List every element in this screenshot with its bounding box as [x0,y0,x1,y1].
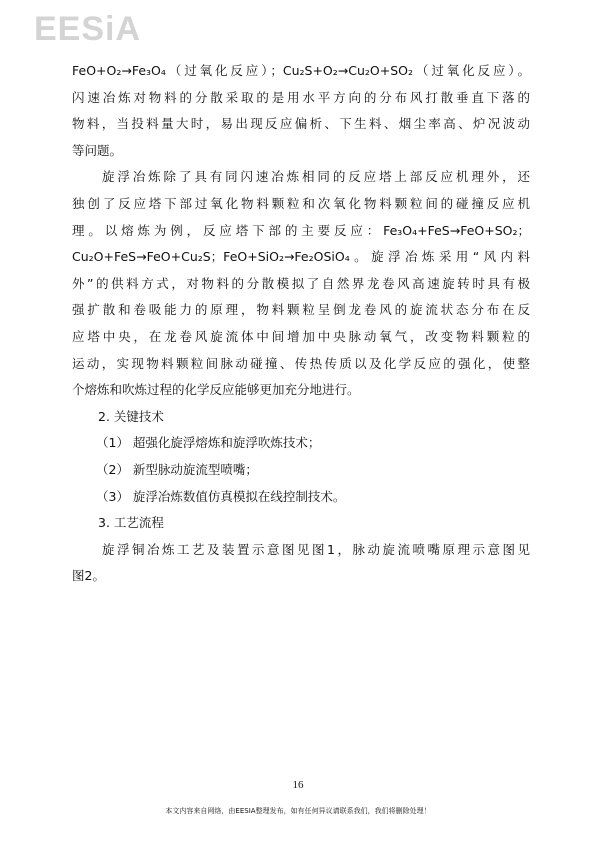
text-line: 个熔炼和吹炼过程的化学反应能够更加充分地进行。 [72,382,360,398]
text-line: 图2。 [72,568,105,584]
paragraph-first-line: 旋浮铜冶炼工艺及装置示意图见图1，脉动旋流喷嘴原理示意图见 [102,541,530,557]
section-heading: 2. 关键技术 [98,408,164,424]
text-line: 理。以熔炼为例，反应塔下部的主要反应：Fe₃O₄+FeS→FeO+SO₂； [72,222,530,238]
document-body [72,58,530,590]
text-line: 运动，实现物料颗粒间脉动碰撞、传热传质以及化学反应的强化，使整 [72,355,530,371]
text-line: 闪速冶炼对物料的分散采取的是用水平方向的分布风打散垂直下落的 [72,89,530,105]
eesia-logo: EESiA [34,10,142,48]
text-line: Cu₂O+FeS→FeO+Cu₂S；FeO+SiO₂→Fe₂OSiO₄。旋浮冶炼采用“风内料 [72,249,530,265]
list-item: （1） 超强化旋浮熔炼和旋浮吹炼技术； [96,435,321,451]
page-number: 16 [292,779,304,791]
text-line: 应塔中央，在龙卷风旋流体中间增加中央脉动氧气，改变物料颗粒的 [72,328,530,344]
section-heading: 3. 工艺流程 [98,515,164,531]
list-item: （3） 旋浮冶炼数值仿真模拟在线控制技术。 [96,488,346,504]
paragraph-first-line: 旋浮冶炼除了具有同闪速冶炼相同的反应塔上部反应机理外，还 [102,169,530,185]
text-line: 等问题。 [72,142,123,158]
list-item: （2） 新型脉动旋流型喷嘴； [96,461,258,477]
text-line: 外”的供料方式，对物料的分散模拟了自然界龙卷风高速旋转时具有极 [72,275,530,291]
text-line: FeO+O₂→Fe₃O₄（过氧化反应）；Cu₂S+O₂→Cu₂O+SO₂（过氧化反应）。 [72,63,530,78]
text-line: 独创了反应塔下部过氧化物料颗粒和次氧化物料颗粒间的碰撞反应机 [72,195,530,211]
text-line: 强扩散和卷吸能力的原理，物料颗粒呈倒龙卷风的旋流状态分布在反 [72,302,530,318]
text-line: 物料，当投料量大时，易出现反应偏析、下生料、烟尘率高、炉况波动 [72,116,530,132]
footer-notice: 本文内容来自网络，由EESIA整理发布，如有任何异议请联系我们，我们将删除处理！ [165,807,431,815]
